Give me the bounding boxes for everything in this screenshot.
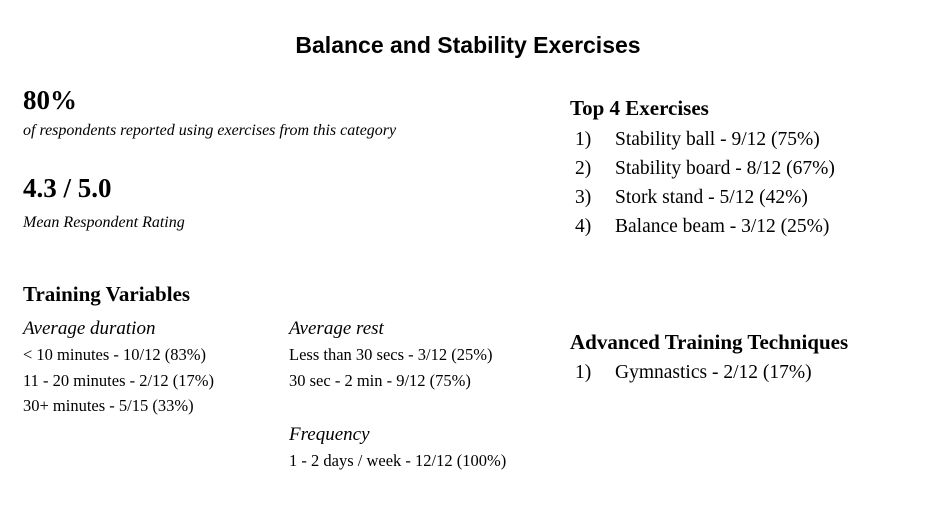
frequency-item: 1 - 2 days / week - 12/12 (100%) (289, 451, 507, 470)
duration-label: Average duration (23, 318, 156, 339)
duration-item: 30+ minutes - 5/15 (33%) (23, 396, 194, 415)
rating-caption: Mean Respondent Rating (23, 214, 185, 231)
list-item: 4) Balance beam - 3/12 (25%) (575, 216, 830, 237)
usage-percent: 80% (23, 85, 77, 115)
frequency-section (289, 424, 506, 474)
list-item: 1) Stability ball - 9/12 (75%) (575, 129, 820, 150)
rating-value: 4.3 / 5.0 (23, 173, 112, 203)
advanced-list (570, 358, 812, 387)
list-item: 1) Gymnastics - 2/12 (17%) (575, 362, 812, 383)
usage-caption: of respondents reported using exercises from this category (23, 122, 397, 139)
duration-section (23, 318, 214, 419)
top-exercises-list (570, 125, 835, 241)
rest-item: 30 sec - 2 min - 9/12 (75%) (289, 370, 471, 390)
frequency-label: Frequency (289, 424, 370, 445)
duration-item: < 10 minutes - 10/12 (83%) (23, 345, 206, 364)
page-title: Balance and Stability Exercises (295, 32, 641, 58)
list-item: 3) Stork stand - 5/12 (42%) (575, 187, 808, 208)
advanced-heading: Advanced Training Techniques (570, 330, 849, 354)
duration-item: 11 - 20 minutes - 2/12 (17%) (23, 370, 214, 390)
top-exercises-heading: Top 4 Exercises (570, 96, 709, 120)
list-item: 2) Stability board - 8/12 (67%) (575, 158, 835, 179)
rest-section (289, 318, 492, 393)
rest-item: Less than 30 secs - 3/12 (25%) (289, 345, 493, 364)
training-variables-heading: Training Variables (23, 282, 191, 306)
rest-label: Average rest (289, 318, 384, 339)
